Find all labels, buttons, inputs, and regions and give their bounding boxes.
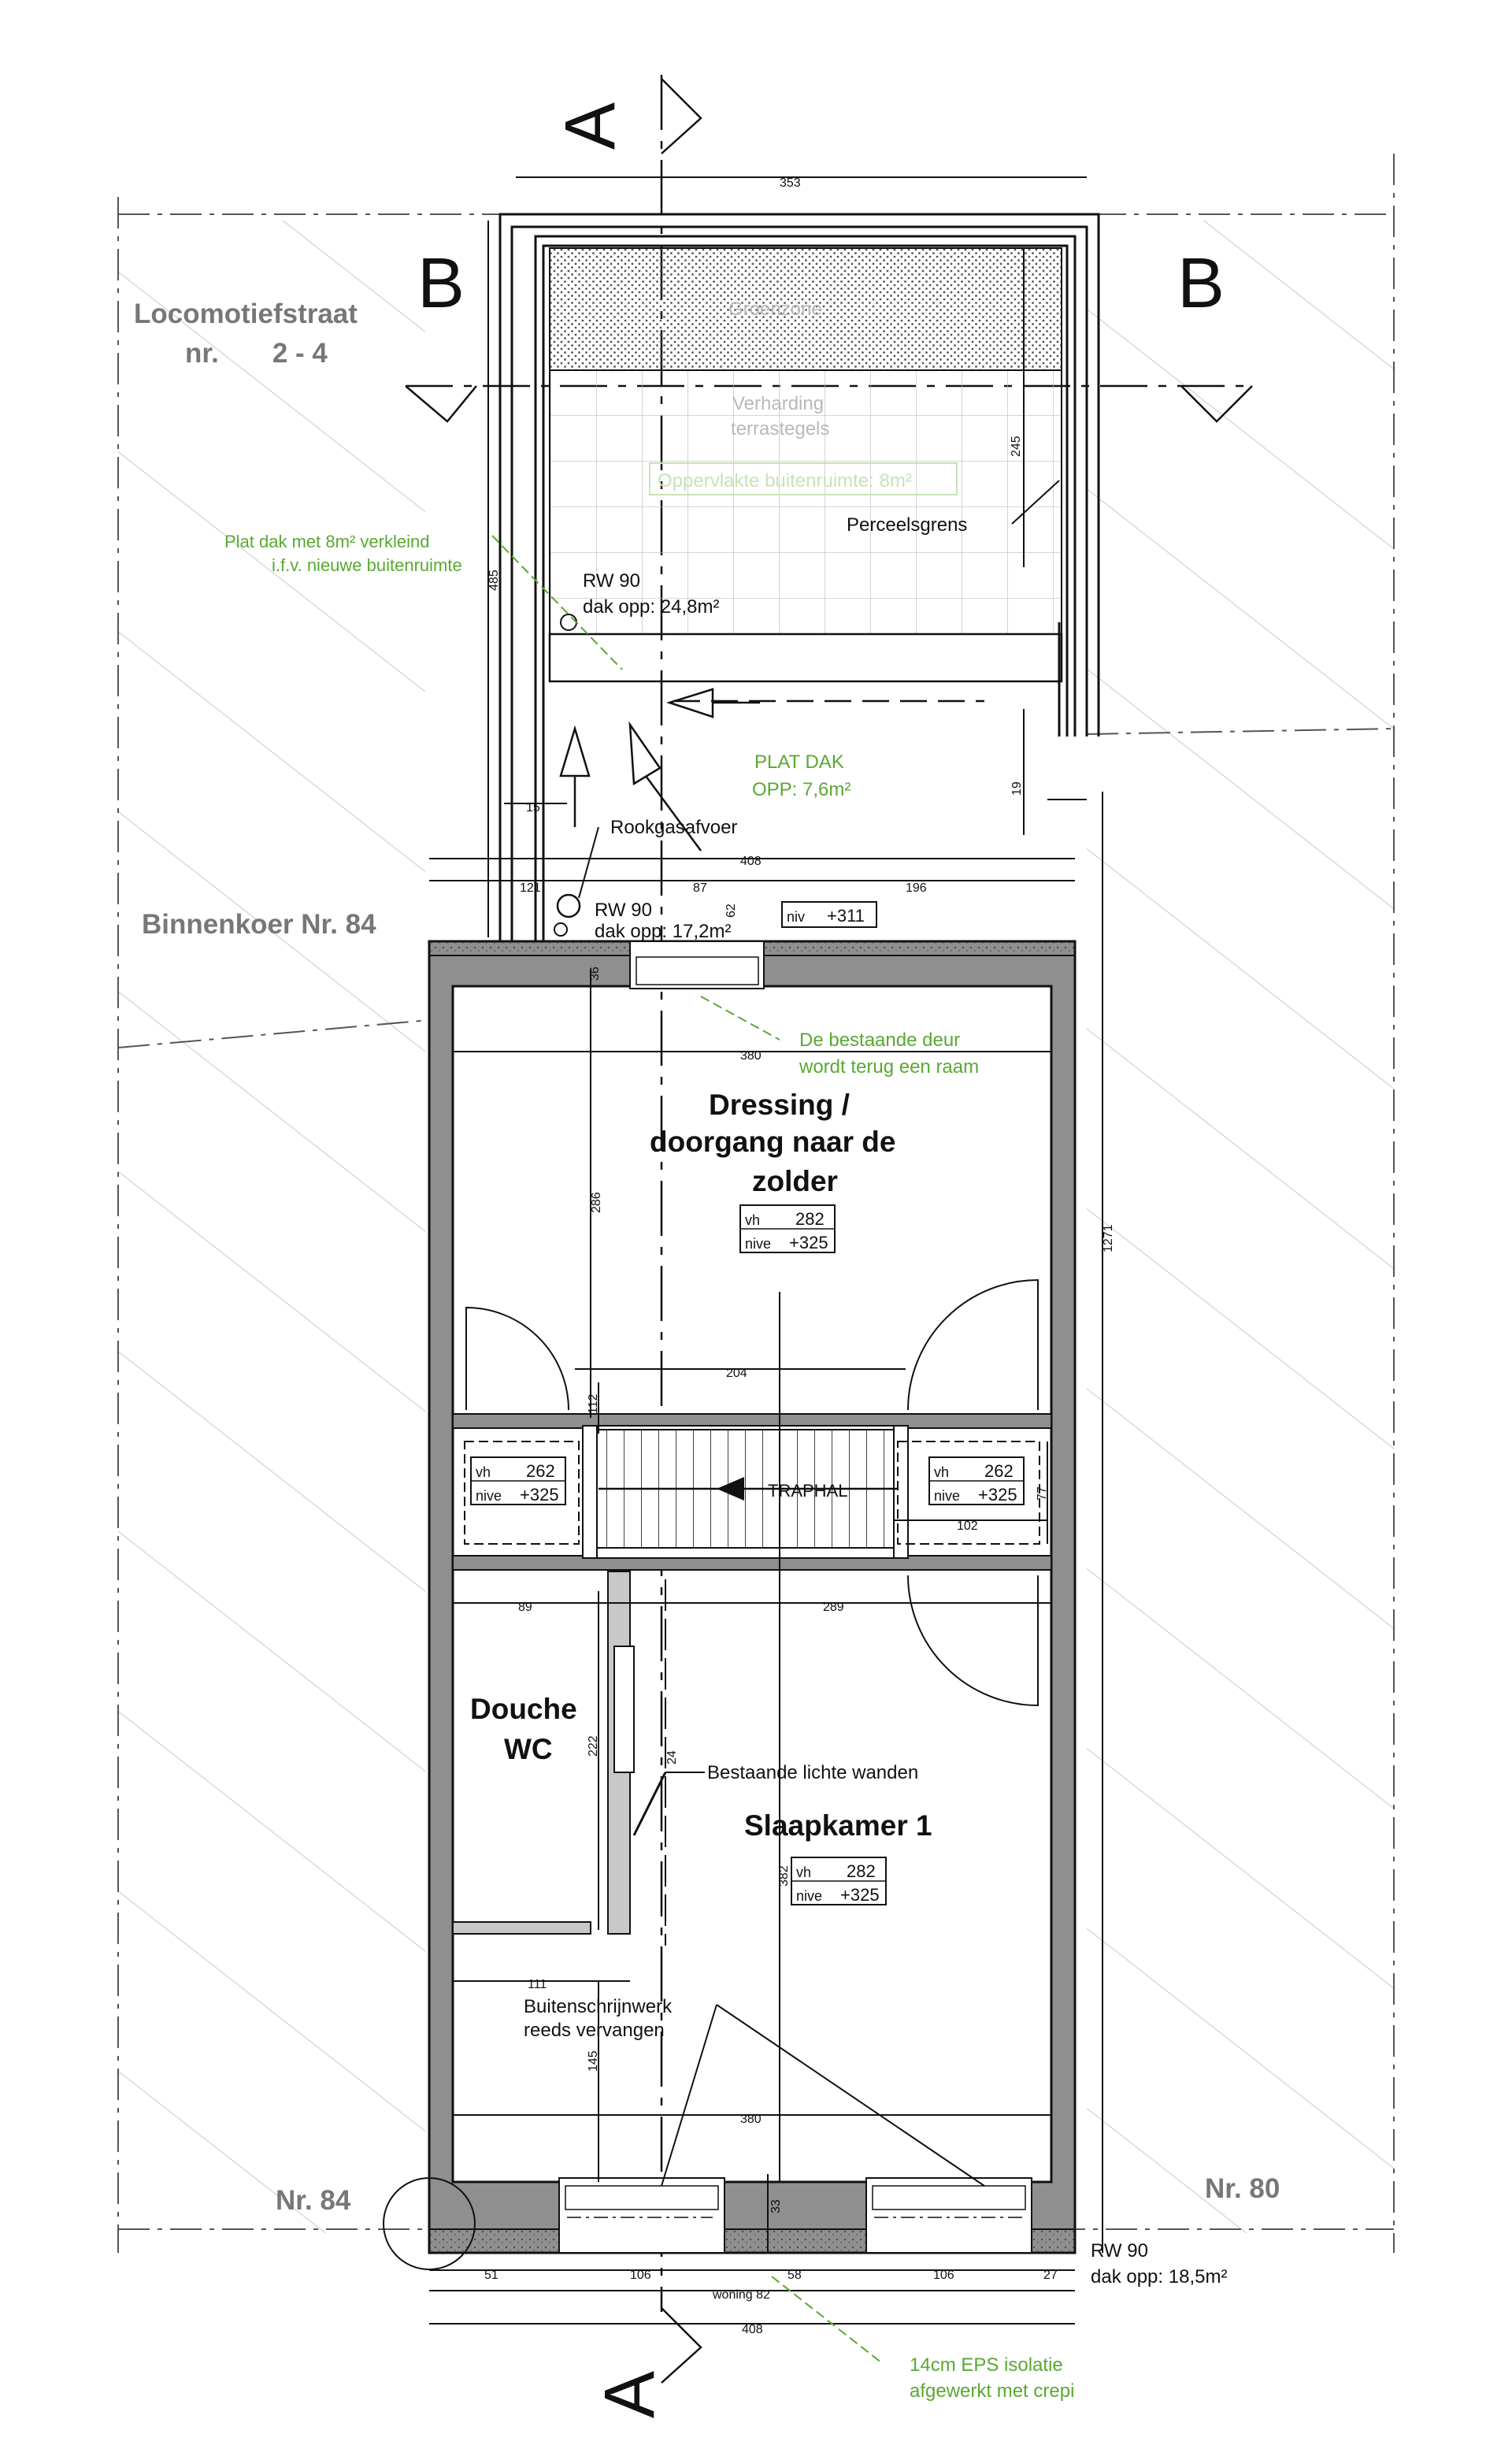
paving-label-2: terrastegels [731,418,830,440]
level-tag-right-niv-label: nive [934,1488,961,1504]
rainwater-outlet-lower [554,923,567,936]
level-tag-dressing-niv: +325 [789,1233,828,1252]
room-wc: WC [504,1733,553,1765]
level-tag-dressing [740,1205,835,1252]
flat-roof-area: OPP: 7,6m² [752,779,851,800]
neighbour-left: Nr. 84 [276,2185,351,2216]
light-walls-note: Bestaande lichte wanden [707,1762,919,1783]
insulation-note-1: 14cm EPS isolatie [910,2354,1063,2376]
chimney-note: Rookgasafvoer [610,817,738,838]
chimney-outlet [558,895,580,917]
dim-house-width: woning 82 [713,2288,770,2302]
level-tag-roof-niv-label: niv [787,909,806,925]
level-tag-landing-left [471,1457,565,1505]
level-tag-right-vh: 262 [984,1461,1014,1481]
dim-total-depth: 1271 [1102,1224,1115,1252]
dim-room-380: 380 [740,1049,762,1063]
insulation-note-2: afgewerkt met crepi [910,2380,1075,2402]
street-number: nr. 2 - 4 [185,338,328,369]
dim-77: 77 [1036,1486,1049,1501]
dim-121: 121 [520,881,541,895]
level-tag-landing-right [929,1457,1024,1505]
dim-bed-289: 289 [823,1601,844,1614]
plot-boundary-label: Perceelsgrens [847,514,968,536]
level-tag-bedroom-niv: +325 [840,1885,880,1905]
dim-111: 111 [528,1978,547,1991]
room-dressing-2: doorgang naar de [650,1126,896,1158]
dim-62: 62 [724,903,738,918]
level-tag-left-niv-label: nive [476,1488,502,1504]
dim-24: 24 [665,1750,679,1764]
door-note-1: De bestaande deur [799,1030,961,1051]
level-tag-left-vh-label: vh [476,1464,491,1480]
dim-58: 58 [788,2269,802,2282]
room-dressing-3: zolder [752,1165,838,1197]
flat-roof-note-2: i.f.v. nieuwe buitenruimte [272,555,462,575]
dim-222: 222 [587,1735,600,1757]
dim-36: 36 [588,967,602,981]
room-stair: TRAPHAL [768,1481,848,1501]
door-note-2: wordt terug een raam [799,1056,980,1078]
level-tag-roof [782,902,876,927]
flat-roof-note-1: Plat dak met 8m² verkleind [224,532,430,551]
outdoor-area-label: Oppervlakte buitenruimte: 8m² [658,470,912,492]
section-a-marker-top: A [551,102,630,150]
lower-roof-area: dak opp: 17,2m² [595,921,732,942]
street-name: Locomotiefstraat [134,299,358,329]
upper-roof-rw: RW 90 [583,570,640,592]
dim-382: 382 [777,1865,791,1887]
level-tag-dressing-niv-label: nive [745,1236,772,1252]
dim-side-depth: 485 [487,570,501,591]
bathroom-partition [453,1571,665,1946]
dim-row-408: 408 [740,855,762,868]
section-b-marker-left: B [417,244,465,323]
level-tag-left-niv: +325 [520,1485,559,1505]
dim-window-right: 106 [933,2269,954,2282]
dim-top-width: 353 [780,176,801,190]
lower-roof-rw: RW 90 [595,900,652,921]
level-tag-right-vh-label: vh [934,1464,950,1480]
dim-27: 27 [1043,2269,1058,2282]
dim-33: 33 [769,2199,783,2213]
level-tag-bedroom-niv-label: nive [796,1888,823,1904]
courtyard-label: Binnenkoer Nr. 84 [142,909,376,940]
dim-side-15: 15 [526,801,540,814]
dim-shower-89: 89 [518,1601,532,1614]
level-tag-roof-niv: +311 [827,906,865,926]
dim-51: 51 [484,2269,498,2282]
dim-87: 87 [693,881,707,895]
flat-roof-label: PLAT DAK [754,751,844,773]
joinery-note-1: Buitenschrijnwerk [524,1996,673,2017]
level-tag-bedroom [791,1857,886,1905]
level-tag-dressing-vh: 282 [795,1209,825,1229]
room-dressing-1: Dressing / [709,1089,850,1121]
dim-terrace-depth: 245 [1010,436,1023,457]
room-bedroom: Slaapkamer 1 [744,1809,932,1842]
paving-label-1: Verharding [732,393,825,414]
rear-roof-area: dak opp: 18,5m² [1091,2266,1228,2287]
dim-112: 112 [587,1393,600,1414]
dim-dressing-depth: 286 [590,1192,603,1213]
joinery-note-2: reeds vervangen [524,2020,665,2041]
green-zone-label: Groenzone [728,299,822,320]
dim-196: 196 [906,881,927,895]
dim-window-left: 106 [630,2269,651,2282]
level-tag-bedroom-vh: 282 [847,1861,876,1881]
upper-roof-area: dak opp: 24,8m² [583,596,720,618]
terrace-edge [550,634,1062,681]
section-a-marker-bottom: A [591,2370,669,2418]
dim-102: 102 [957,1519,978,1533]
level-tag-right-niv: +325 [978,1485,1017,1505]
dim-bottom-380: 380 [740,2113,762,2126]
room-douche: Douche [470,1693,577,1725]
dim-145: 145 [587,2050,600,2072]
level-tag-left-vh: 262 [526,1461,555,1481]
section-b-marker-right: B [1177,244,1225,323]
dim-stair-204: 204 [726,1367,747,1380]
neighbour-right: Nr. 80 [1205,2173,1280,2204]
dim-flat-roof-depth: 19 [1010,781,1024,796]
level-tag-bedroom-vh-label: vh [796,1864,812,1880]
dim-overall-408: 408 [742,2323,763,2336]
level-tag-dressing-vh-label: vh [745,1212,761,1228]
rear-roof-rw: RW 90 [1091,2240,1148,2261]
